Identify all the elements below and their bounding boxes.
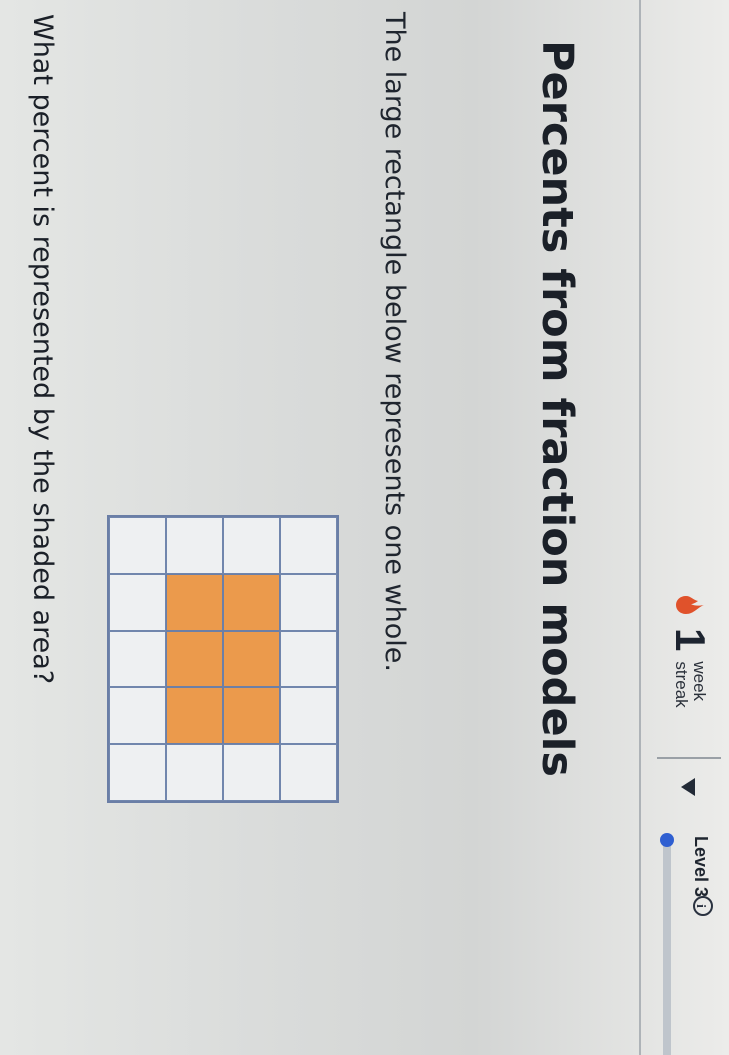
fraction-model-grid xyxy=(107,515,339,803)
grid-cell xyxy=(109,574,166,631)
grid-cell-shaded xyxy=(166,631,223,688)
grid-cell xyxy=(109,687,166,744)
page-title: Percents from fraction models xyxy=(532,40,582,777)
grid-cell-shaded xyxy=(223,574,280,631)
dropdown-arrow-icon[interactable] xyxy=(681,778,695,796)
grid-cell xyxy=(109,744,166,801)
problem-question: What percent is represented by the shaded area? xyxy=(27,14,58,685)
grid-cell xyxy=(166,744,223,801)
streak-count: 1 xyxy=(667,628,714,652)
grid-cell xyxy=(166,517,223,574)
grid-cell-shaded xyxy=(223,687,280,744)
flame-icon xyxy=(675,592,705,618)
grid-cell-shaded xyxy=(166,687,223,744)
level-label: Level 3 xyxy=(691,836,711,898)
grid-cell xyxy=(280,574,337,631)
streak-indicator xyxy=(667,592,714,708)
streak-label-line2: streak xyxy=(672,661,691,708)
grid-cell xyxy=(223,744,280,801)
level-progress-marker xyxy=(660,833,674,847)
grid-cell-shaded xyxy=(166,574,223,631)
grid-cell xyxy=(109,631,166,688)
grid-cell xyxy=(280,517,337,574)
grid-cell xyxy=(280,687,337,744)
grid-cell-shaded xyxy=(223,631,280,688)
problem-prompt: The large rectangle below represents one whole. xyxy=(379,12,410,672)
level-dropdown[interactable] xyxy=(653,778,723,988)
grid-cell xyxy=(280,744,337,801)
streak-label-line1: week xyxy=(690,661,709,702)
grid-cell xyxy=(280,631,337,688)
streak-label xyxy=(672,661,708,707)
header-divider xyxy=(657,757,721,759)
header-separator xyxy=(639,0,641,1055)
grid-cell xyxy=(223,517,280,574)
grid-cell xyxy=(109,517,166,574)
info-icon[interactable]: i xyxy=(693,896,713,916)
level-progress-bar xyxy=(663,836,671,1055)
